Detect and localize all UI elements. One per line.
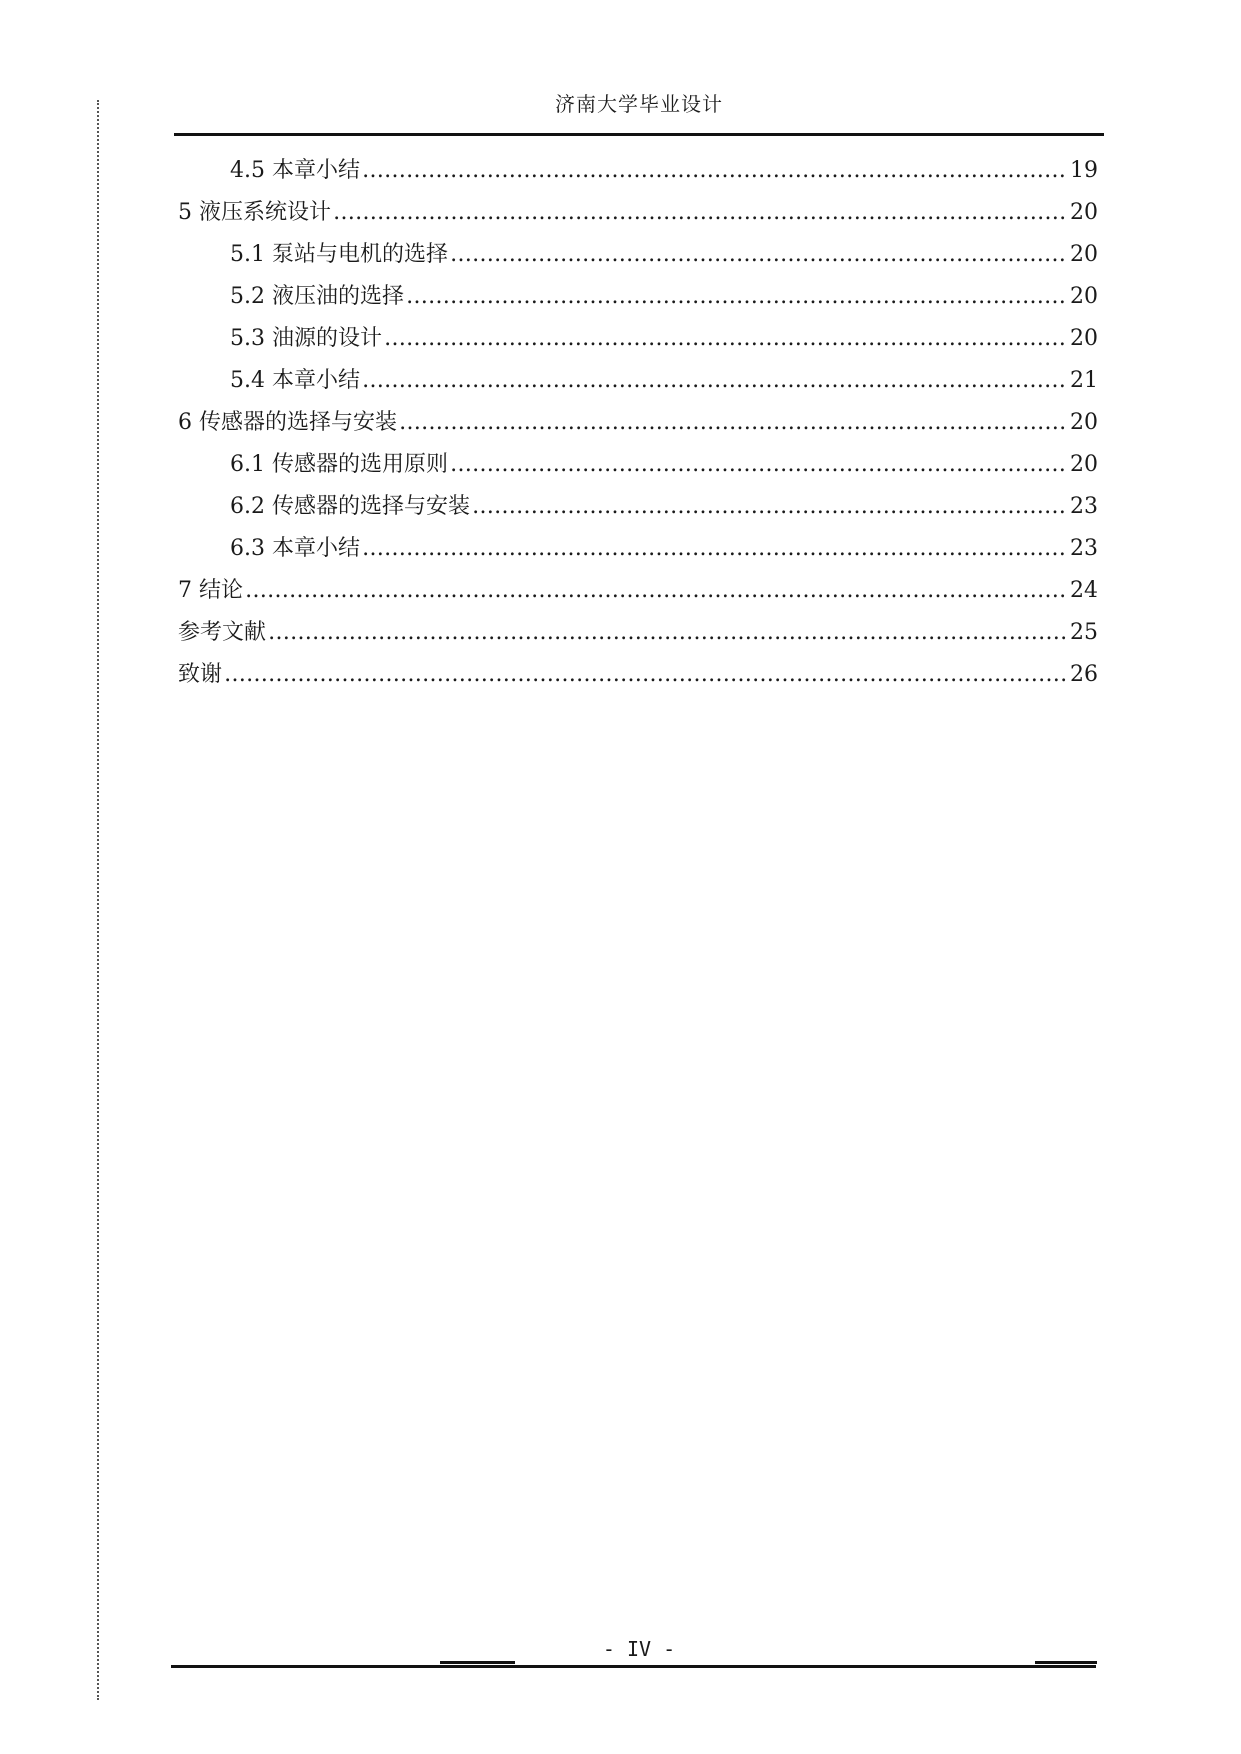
footer-rule-accent: [440, 1661, 515, 1664]
toc-leader-dots: [362, 368, 1068, 394]
toc-entry-label: 6.3 本章小结: [230, 536, 360, 561]
toc-entry-page: 20: [1070, 242, 1098, 267]
toc-entry-page: 20: [1070, 410, 1098, 435]
toc-entry: [178, 237, 1098, 279]
toc-leader-dots: [268, 620, 1068, 646]
toc-entry: [178, 657, 1098, 699]
toc-entry: [178, 531, 1098, 573]
toc-entry-page: 19: [1070, 158, 1098, 183]
toc-entry-page: 26: [1070, 662, 1098, 687]
toc-entry-label: 5.1 泵站与电机的选择: [230, 242, 448, 267]
toc-entry-label: 5.2 液压油的选择: [230, 284, 404, 309]
toc-entry-label: 6.1 传感器的选用原则: [230, 452, 448, 477]
toc-leader-dots: [399, 410, 1068, 436]
toc-entry-label: 参考文献: [178, 620, 267, 645]
toc-entry-page: 23: [1070, 536, 1098, 561]
toc-leader-dots: [406, 284, 1068, 310]
toc-entry: [178, 279, 1098, 321]
toc-entry: [178, 195, 1098, 237]
toc-entry-label: 6.2 传感器的选择与安装: [230, 494, 470, 519]
toc-entry-page: 25: [1070, 620, 1098, 645]
toc-entry-page: 23: [1070, 494, 1098, 519]
table-of-contents: [178, 153, 1098, 699]
toc-entry: [178, 615, 1098, 657]
toc-entry: [178, 489, 1098, 531]
binding-margin-line: [97, 100, 99, 1700]
toc-leader-dots: [224, 662, 1068, 688]
toc-leader-dots: [333, 200, 1068, 226]
toc-leader-dots: [362, 536, 1068, 562]
toc-entry-label: 5.4 本章小结: [230, 368, 360, 393]
toc-entry: [178, 321, 1098, 363]
toc-entry: [178, 363, 1098, 405]
toc-entry-page: 20: [1070, 452, 1098, 477]
toc-entry-label: 7 结论: [178, 578, 243, 603]
toc-entry-label: 5 液压系统设计: [178, 200, 331, 225]
toc-leader-dots: [362, 158, 1068, 184]
toc-entry-label: 致谢: [178, 662, 223, 687]
toc-entry-label: 4.5 本章小结: [230, 158, 360, 183]
toc-leader-dots: [450, 452, 1068, 478]
toc-entry-page: 20: [1070, 326, 1098, 351]
toc-entry-page: 20: [1070, 284, 1098, 309]
toc-leader-dots: [245, 578, 1068, 604]
toc-entry: [178, 447, 1098, 489]
toc-entry-page: 24: [1070, 578, 1098, 603]
toc-entry: [178, 153, 1098, 195]
toc-entry: [178, 573, 1098, 615]
page-number: - IV -: [602, 1637, 676, 1661]
toc-entry-label: 6 传感器的选择与安装: [178, 410, 397, 435]
toc-entry-label: 5.3 油源的设计: [230, 326, 382, 351]
page-header-title: 济南大学毕业设计: [555, 92, 723, 116]
footer-rule: [171, 1665, 1096, 1668]
toc-entry-page: 21: [1070, 368, 1098, 393]
toc-entry: [178, 405, 1098, 447]
toc-leader-dots: [472, 494, 1068, 520]
toc-leader-dots: [450, 242, 1068, 268]
toc-entry-page: 20: [1070, 200, 1098, 225]
toc-leader-dots: [384, 326, 1068, 352]
header-rule: [174, 133, 1104, 136]
footer-rule-accent: [1035, 1661, 1097, 1664]
